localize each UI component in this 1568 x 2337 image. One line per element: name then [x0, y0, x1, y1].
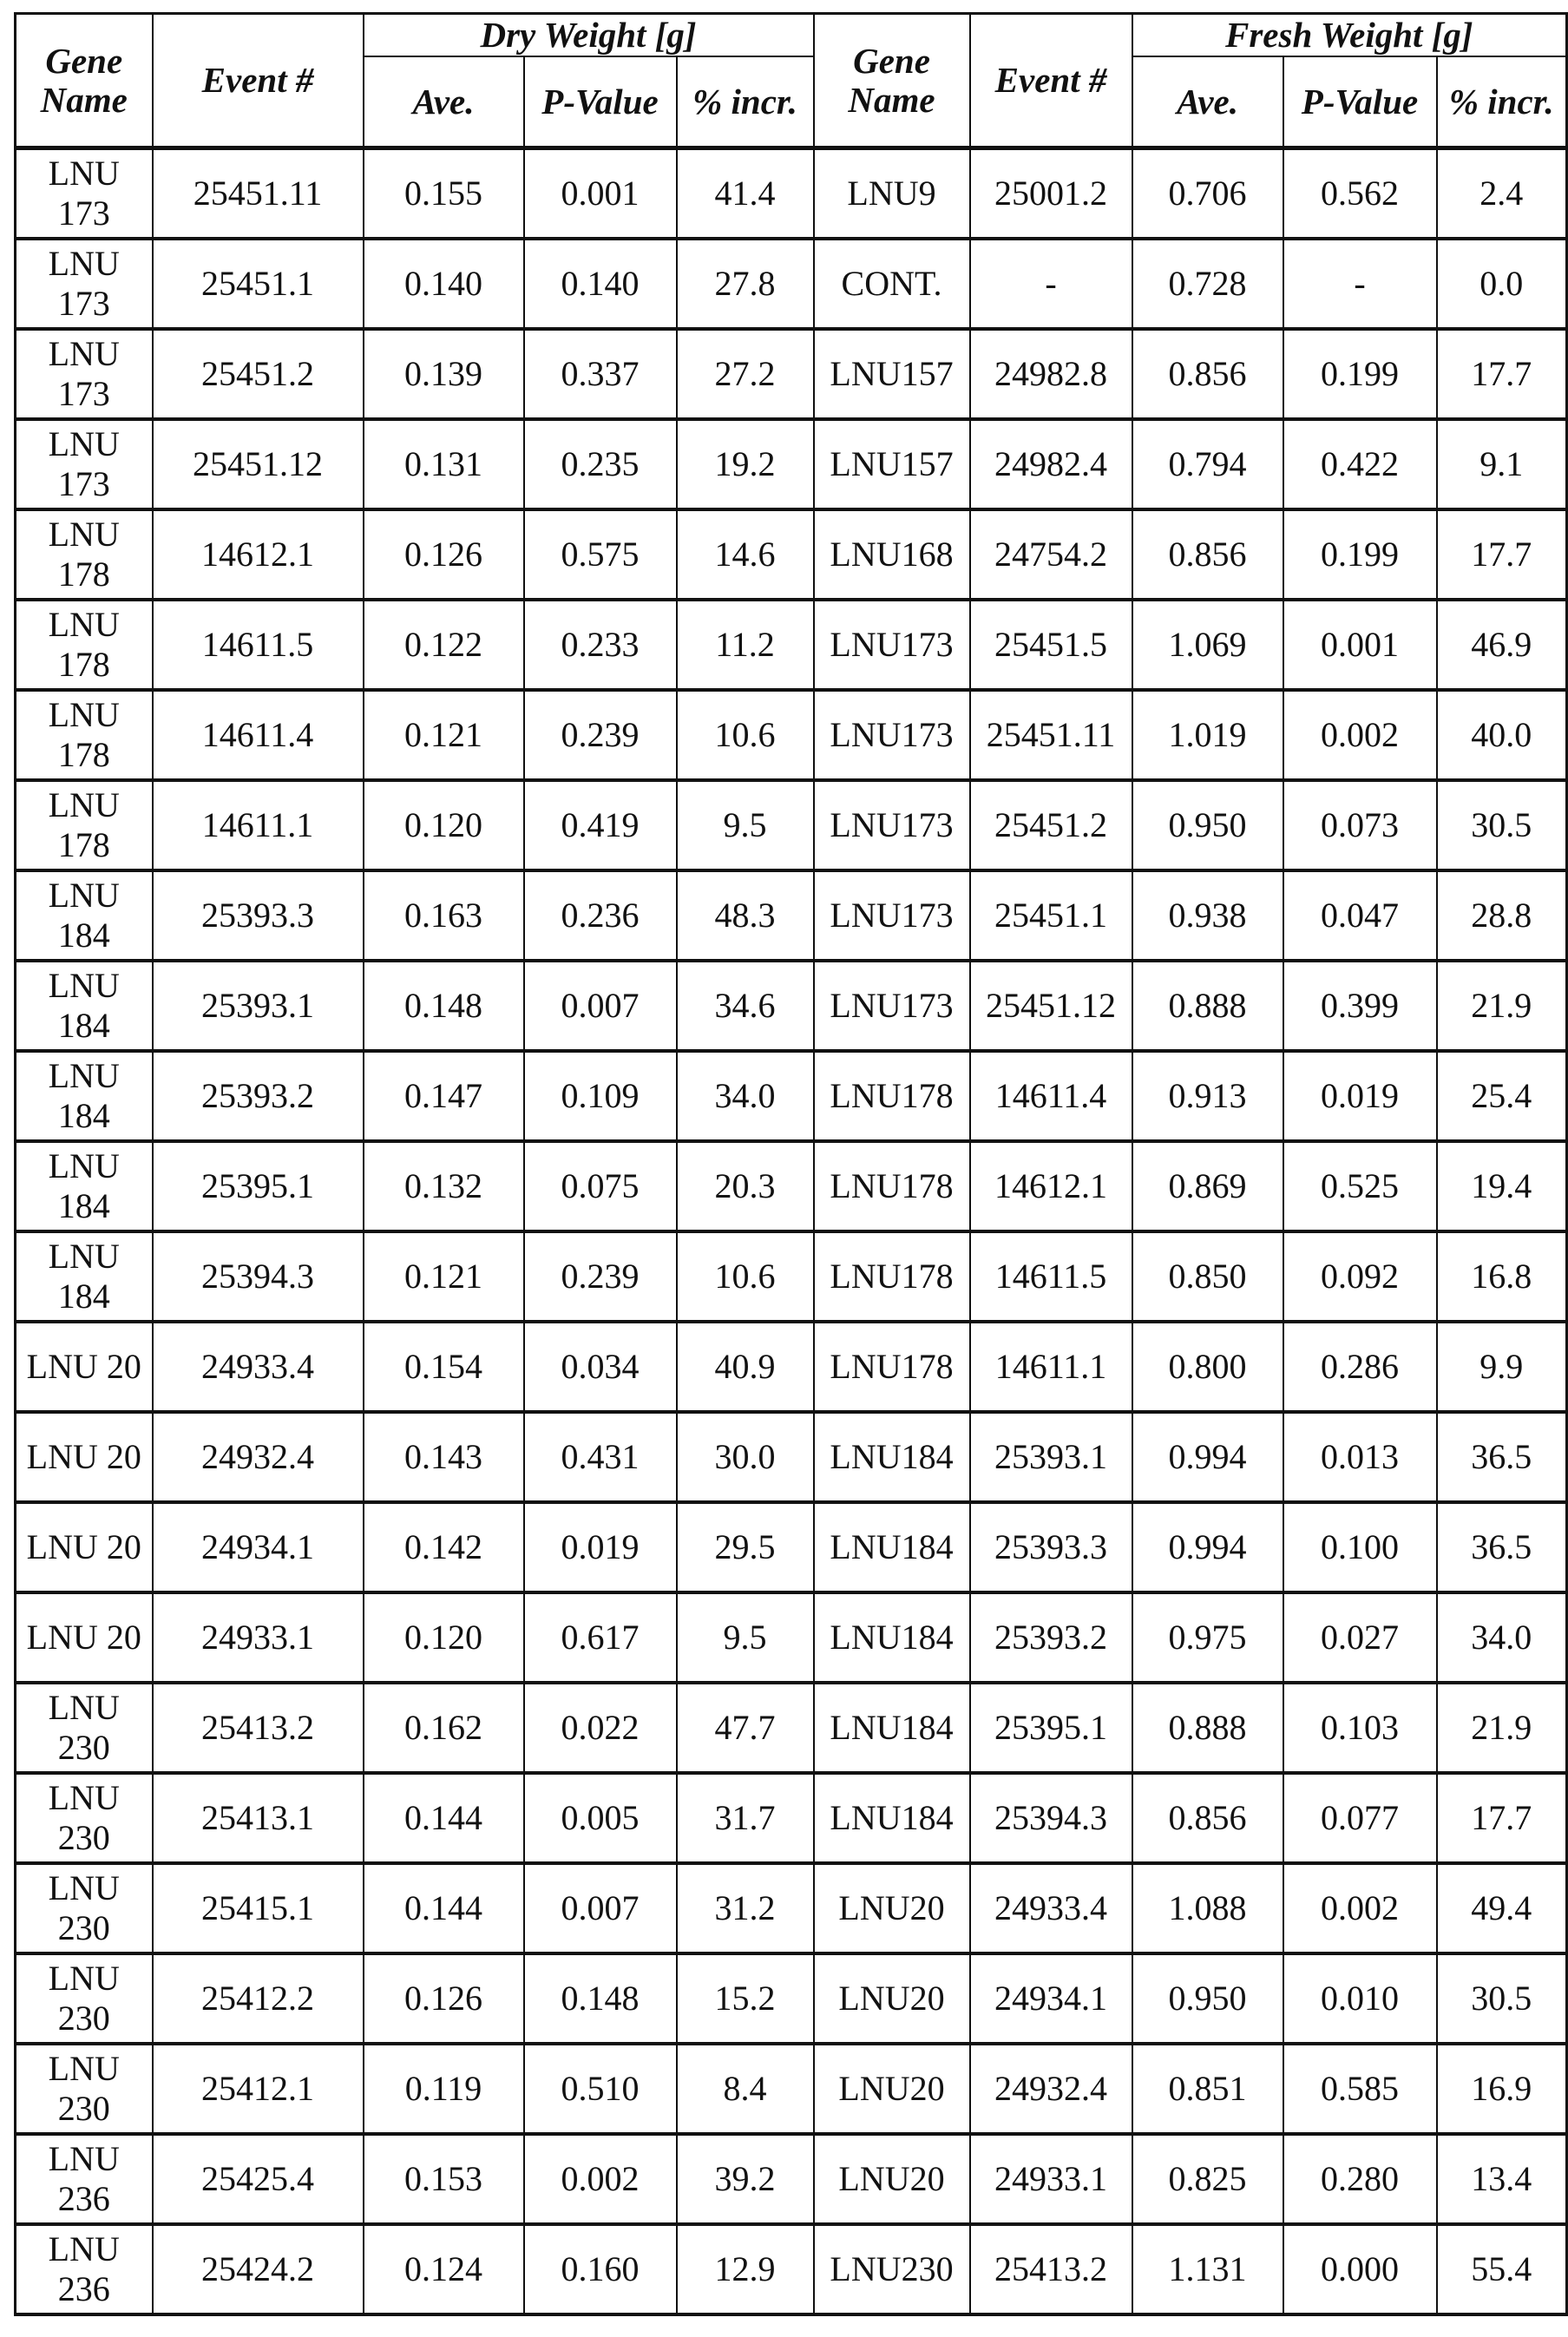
- fresh-p-value-cell: 0.092: [1283, 1231, 1437, 1322]
- header-fresh-ave: Ave.: [1132, 56, 1283, 148]
- dry-ave-cell: 0.120: [364, 1592, 524, 1683]
- header-event-right: Event #: [970, 14, 1132, 148]
- fresh-p-value-cell: 0.562: [1283, 148, 1437, 240]
- table-row: [16, 600, 1567, 690]
- fresh-event-cell: 25393.1: [970, 1412, 1132, 1502]
- fresh-pct-incr-cell: 34.0: [1437, 1592, 1567, 1683]
- fresh-gene-name-cell: LNU184: [814, 1592, 970, 1683]
- dry-event-cell: 25424.2: [153, 2224, 364, 2314]
- dry-event-cell: 14611.1: [153, 780, 364, 870]
- fresh-pct-incr-cell: 16.9: [1437, 2044, 1567, 2134]
- dry-gene-name-cell: LNU 184: [16, 1051, 153, 1141]
- dry-pct-incr-cell: 31.7: [677, 1773, 814, 1863]
- dry-event-cell: 25395.1: [153, 1141, 364, 1231]
- fresh-ave-cell: 0.856: [1132, 509, 1283, 600]
- fresh-event-cell: 14611.1: [970, 1322, 1132, 1412]
- dry-event-cell: 25393.1: [153, 961, 364, 1051]
- dry-ave-cell: 0.122: [364, 600, 524, 690]
- dry-event-cell: 14611.5: [153, 600, 364, 690]
- fresh-gene-name-cell: CONT.: [814, 239, 970, 329]
- dry-gene-name-cell: LNU 230: [16, 2044, 153, 2134]
- fresh-gene-name-cell: LNU178: [814, 1322, 970, 1412]
- dry-p-value-cell: 0.419: [524, 780, 677, 870]
- fresh-pct-incr-cell: 30.5: [1437, 780, 1567, 870]
- fresh-ave-cell: 0.856: [1132, 329, 1283, 419]
- dry-p-value-cell: 0.007: [524, 961, 677, 1051]
- dry-ave-cell: 0.126: [364, 1953, 524, 2044]
- dry-ave-cell: 0.144: [364, 1863, 524, 1953]
- dry-ave-cell: 0.119: [364, 2044, 524, 2134]
- fresh-gene-name-cell: LNU20: [814, 2134, 970, 2224]
- table-row: [16, 690, 1567, 780]
- table-row: [16, 1412, 1567, 1502]
- dry-pct-incr-cell: 27.8: [677, 239, 814, 329]
- dry-pct-incr-cell: 27.2: [677, 329, 814, 419]
- fresh-pct-incr-cell: 55.4: [1437, 2224, 1567, 2314]
- fresh-ave-cell: 0.794: [1132, 419, 1283, 509]
- fresh-ave-cell: 0.888: [1132, 1683, 1283, 1773]
- fresh-event-cell: 14611.5: [970, 1231, 1132, 1322]
- dry-gene-name-cell: LNU 184: [16, 1141, 153, 1231]
- fresh-event-cell: 14612.1: [970, 1141, 1132, 1231]
- dry-pct-incr-cell: 10.6: [677, 1231, 814, 1322]
- dry-pct-incr-cell: 8.4: [677, 2044, 814, 2134]
- dry-pct-incr-cell: 34.0: [677, 1051, 814, 1141]
- fresh-pct-incr-cell: 49.4: [1437, 1863, 1567, 1953]
- header-event: Event #: [153, 14, 364, 148]
- fresh-gene-name-cell: LNU20: [814, 2044, 970, 2134]
- fresh-p-value-cell: 0.077: [1283, 1773, 1437, 1863]
- fresh-event-cell: 25451.12: [970, 961, 1132, 1051]
- dry-p-value-cell: 0.005: [524, 1773, 677, 1863]
- dry-gene-name-cell: LNU 236: [16, 2134, 153, 2224]
- dry-ave-cell: 0.153: [364, 2134, 524, 2224]
- dry-ave-cell: 0.132: [364, 1141, 524, 1231]
- fresh-ave-cell: 1.069: [1132, 600, 1283, 690]
- fresh-p-value-cell: 0.002: [1283, 1863, 1437, 1953]
- table-row: [16, 1051, 1567, 1141]
- dry-gene-name-cell: LNU 178: [16, 509, 153, 600]
- dry-p-value-cell: 0.022: [524, 1683, 677, 1773]
- fresh-event-cell: 25393.2: [970, 1592, 1132, 1683]
- fresh-event-cell: 25393.3: [970, 1502, 1132, 1592]
- dry-event-cell: 24934.1: [153, 1502, 364, 1592]
- dry-gene-name-cell: LNU 230: [16, 1773, 153, 1863]
- dry-event-cell: 25393.3: [153, 870, 364, 961]
- dry-ave-cell: 0.120: [364, 780, 524, 870]
- dry-event-cell: 25412.2: [153, 1953, 364, 2044]
- fresh-p-value-cell: 0.000: [1283, 2224, 1437, 2314]
- dry-gene-name-cell: LNU 184: [16, 961, 153, 1051]
- dry-ave-cell: 0.140: [364, 239, 524, 329]
- dry-p-value-cell: 0.140: [524, 239, 677, 329]
- dry-event-cell: 25451.11: [153, 148, 364, 240]
- fresh-ave-cell: 0.975: [1132, 1592, 1283, 1683]
- table-row: [16, 509, 1567, 600]
- dry-p-value-cell: 0.148: [524, 1953, 677, 2044]
- dry-p-value-cell: 0.337: [524, 329, 677, 419]
- fresh-pct-incr-cell: 19.4: [1437, 1141, 1567, 1231]
- table-row: [16, 1592, 1567, 1683]
- fresh-gene-name-cell: LNU168: [814, 509, 970, 600]
- dry-gene-name-cell: LNU 236: [16, 2224, 153, 2314]
- fresh-p-value-cell: 0.073: [1283, 780, 1437, 870]
- fresh-gene-name-cell: LNU178: [814, 1141, 970, 1231]
- fresh-pct-incr-cell: 0.0: [1437, 239, 1567, 329]
- fresh-p-value-cell: 0.002: [1283, 690, 1437, 780]
- fresh-ave-cell: 0.706: [1132, 148, 1283, 240]
- dry-p-value-cell: 0.075: [524, 1141, 677, 1231]
- fresh-pct-incr-cell: 9.9: [1437, 1322, 1567, 1412]
- dry-gene-name-cell: LNU 178: [16, 600, 153, 690]
- dry-gene-name-cell: LNU 230: [16, 1953, 153, 2044]
- dry-pct-incr-cell: 41.4: [677, 148, 814, 240]
- table-row: [16, 2134, 1567, 2224]
- dry-event-cell: 25394.3: [153, 1231, 364, 1322]
- fresh-ave-cell: 0.950: [1132, 1953, 1283, 2044]
- dry-p-value-cell: 0.002: [524, 2134, 677, 2224]
- dry-p-value-cell: 0.001: [524, 148, 677, 240]
- fresh-gene-name-cell: LNU173: [814, 600, 970, 690]
- fresh-ave-cell: 0.825: [1132, 2134, 1283, 2224]
- fresh-p-value-cell: 0.585: [1283, 2044, 1437, 2134]
- dry-p-value-cell: 0.239: [524, 1231, 677, 1322]
- dry-ave-cell: 0.163: [364, 870, 524, 961]
- header-fresh-weight: Fresh Weight [g]: [1132, 14, 1567, 57]
- fresh-pct-incr-cell: 40.0: [1437, 690, 1567, 780]
- dry-event-cell: 24933.4: [153, 1322, 364, 1412]
- dry-gene-name-cell: LNU 173: [16, 329, 153, 419]
- dry-p-value-cell: 0.510: [524, 2044, 677, 2134]
- table-row: [16, 1141, 1567, 1231]
- fresh-pct-incr-cell: 21.9: [1437, 961, 1567, 1051]
- dry-gene-name-cell: LNU 184: [16, 870, 153, 961]
- table-body: [16, 148, 1567, 2315]
- fresh-gene-name-cell: LNU184: [814, 1502, 970, 1592]
- dry-pct-incr-cell: 31.2: [677, 1863, 814, 1953]
- dry-p-value-cell: 0.575: [524, 509, 677, 600]
- fresh-pct-incr-cell: 9.1: [1437, 419, 1567, 509]
- fresh-p-value-cell: 0.199: [1283, 329, 1437, 419]
- dry-pct-incr-cell: 29.5: [677, 1502, 814, 1592]
- dry-event-cell: 25412.1: [153, 2044, 364, 2134]
- dry-ave-cell: 0.121: [364, 690, 524, 780]
- fresh-p-value-cell: 0.019: [1283, 1051, 1437, 1141]
- dry-gene-name-cell: LNU 230: [16, 1683, 153, 1773]
- fresh-gene-name-cell: LNU184: [814, 1412, 970, 1502]
- fresh-p-value-cell: 0.001: [1283, 600, 1437, 690]
- dry-pct-incr-cell: 14.6: [677, 509, 814, 600]
- fresh-gene-name-cell: LNU20: [814, 1953, 970, 2044]
- table-row: [16, 239, 1567, 329]
- dry-gene-name-cell: LNU 173: [16, 148, 153, 240]
- fresh-p-value-cell: 0.286: [1283, 1322, 1437, 1412]
- dry-pct-incr-cell: 48.3: [677, 870, 814, 961]
- fresh-ave-cell: 0.856: [1132, 1773, 1283, 1863]
- dry-ave-cell: 0.148: [364, 961, 524, 1051]
- fresh-event-cell: 24754.2: [970, 509, 1132, 600]
- table-row: [16, 1231, 1567, 1322]
- dry-event-cell: 25393.2: [153, 1051, 364, 1141]
- fresh-ave-cell: 0.728: [1132, 239, 1283, 329]
- header-dry-weight: Dry Weight [g]: [364, 14, 814, 57]
- fresh-ave-cell: 0.950: [1132, 780, 1283, 870]
- fresh-event-cell: 25451.11: [970, 690, 1132, 780]
- dry-ave-cell: 0.121: [364, 1231, 524, 1322]
- dry-ave-cell: 0.126: [364, 509, 524, 600]
- fresh-p-value-cell: 0.399: [1283, 961, 1437, 1051]
- fresh-ave-cell: 0.938: [1132, 870, 1283, 961]
- fresh-pct-incr-cell: 2.4: [1437, 148, 1567, 240]
- fresh-event-cell: 25451.1: [970, 870, 1132, 961]
- fresh-event-cell: 14611.4: [970, 1051, 1132, 1141]
- fresh-gene-name-cell: LNU178: [814, 1231, 970, 1322]
- fresh-pct-incr-cell: 25.4: [1437, 1051, 1567, 1141]
- fresh-gene-name-cell: LNU173: [814, 961, 970, 1051]
- dry-gene-name-cell: LNU 20: [16, 1322, 153, 1412]
- fresh-gene-name-cell: LNU20: [814, 1863, 970, 1953]
- fresh-event-cell: 24982.8: [970, 329, 1132, 419]
- dry-event-cell: 25415.1: [153, 1863, 364, 1953]
- dry-p-value-cell: 0.160: [524, 2224, 677, 2314]
- table-row: [16, 1502, 1567, 1592]
- dry-pct-incr-cell: 40.9: [677, 1322, 814, 1412]
- dry-gene-name-cell: LNU 20: [16, 1592, 153, 1683]
- dry-ave-cell: 0.142: [364, 1502, 524, 1592]
- fresh-event-cell: 24982.4: [970, 419, 1132, 509]
- fresh-pct-incr-cell: 46.9: [1437, 600, 1567, 690]
- dry-ave-cell: 0.144: [364, 1773, 524, 1863]
- dry-event-cell: 25451.2: [153, 329, 364, 419]
- fresh-pct-incr-cell: 28.8: [1437, 870, 1567, 961]
- dry-ave-cell: 0.139: [364, 329, 524, 419]
- table-row: [16, 2044, 1567, 2134]
- fresh-ave-cell: 0.851: [1132, 2044, 1283, 2134]
- weight-data-table: [14, 12, 1568, 2316]
- table-row: [16, 329, 1567, 419]
- dry-pct-incr-cell: 11.2: [677, 600, 814, 690]
- dry-p-value-cell: 0.236: [524, 870, 677, 961]
- table-row: [16, 1683, 1567, 1773]
- dry-ave-cell: 0.154: [364, 1322, 524, 1412]
- fresh-p-value-cell: 0.013: [1283, 1412, 1437, 1502]
- fresh-ave-cell: 0.994: [1132, 1412, 1283, 1502]
- fresh-p-value-cell: 0.280: [1283, 2134, 1437, 2224]
- fresh-ave-cell: 0.850: [1132, 1231, 1283, 1322]
- fresh-pct-incr-cell: 17.7: [1437, 1773, 1567, 1863]
- dry-p-value-cell: 0.034: [524, 1322, 677, 1412]
- fresh-p-value-cell: 0.525: [1283, 1141, 1437, 1231]
- dry-gene-name-cell: LNU 20: [16, 1412, 153, 1502]
- table-row: [16, 148, 1567, 240]
- fresh-gene-name-cell: LNU184: [814, 1773, 970, 1863]
- fresh-ave-cell: 0.888: [1132, 961, 1283, 1051]
- fresh-event-cell: 25413.2: [970, 2224, 1132, 2314]
- dry-ave-cell: 0.147: [364, 1051, 524, 1141]
- fresh-p-value-cell: 0.100: [1283, 1502, 1437, 1592]
- fresh-gene-name-cell: LNU157: [814, 329, 970, 419]
- dry-pct-incr-cell: 15.2: [677, 1953, 814, 2044]
- dry-pct-incr-cell: 9.5: [677, 1592, 814, 1683]
- fresh-gene-name-cell: LNU178: [814, 1051, 970, 1141]
- dry-event-cell: 14611.4: [153, 690, 364, 780]
- dry-ave-cell: 0.155: [364, 148, 524, 240]
- fresh-ave-cell: 0.994: [1132, 1502, 1283, 1592]
- fresh-pct-incr-cell: 13.4: [1437, 2134, 1567, 2224]
- header-gene-name-right: Gene Name: [814, 14, 970, 148]
- dry-event-cell: 25451.12: [153, 419, 364, 509]
- fresh-event-cell: 25451.5: [970, 600, 1132, 690]
- fresh-p-value-cell: 0.103: [1283, 1683, 1437, 1773]
- table-row: [16, 1863, 1567, 1953]
- fresh-event-cell: 25001.2: [970, 148, 1132, 240]
- fresh-p-value-cell: 0.010: [1283, 1953, 1437, 2044]
- dry-gene-name-cell: LNU 178: [16, 690, 153, 780]
- fresh-event-cell: 25395.1: [970, 1683, 1132, 1773]
- fresh-gene-name-cell: LNU173: [814, 780, 970, 870]
- dry-p-value-cell: 0.109: [524, 1051, 677, 1141]
- fresh-pct-incr-cell: 17.7: [1437, 509, 1567, 600]
- dry-gene-name-cell: LNU 178: [16, 780, 153, 870]
- fresh-gene-name-cell: LNU173: [814, 690, 970, 780]
- fresh-p-value-cell: 0.422: [1283, 419, 1437, 509]
- fresh-gene-name-cell: LNU230: [814, 2224, 970, 2314]
- table-row: [16, 1322, 1567, 1412]
- dry-gene-name-cell: LNU 20: [16, 1502, 153, 1592]
- dry-ave-cell: 0.124: [364, 2224, 524, 2314]
- dry-p-value-cell: 0.239: [524, 690, 677, 780]
- header-dry-p-value: P-Value: [524, 56, 677, 148]
- fresh-gene-name-cell: LNU9: [814, 148, 970, 240]
- table-row: [16, 780, 1567, 870]
- dry-ave-cell: 0.131: [364, 419, 524, 509]
- dry-gene-name-cell: LNU 173: [16, 239, 153, 329]
- fresh-ave-cell: 1.131: [1132, 2224, 1283, 2314]
- fresh-p-value-cell: 0.027: [1283, 1592, 1437, 1683]
- fresh-event-cell: 25451.2: [970, 780, 1132, 870]
- dry-p-value-cell: 0.019: [524, 1502, 677, 1592]
- dry-event-cell: 14612.1: [153, 509, 364, 600]
- dry-pct-incr-cell: 10.6: [677, 690, 814, 780]
- dry-pct-incr-cell: 30.0: [677, 1412, 814, 1502]
- dry-pct-incr-cell: 47.7: [677, 1683, 814, 1773]
- dry-gene-name-cell: LNU 184: [16, 1231, 153, 1322]
- fresh-gene-name-cell: LNU173: [814, 870, 970, 961]
- fresh-event-cell: -: [970, 239, 1132, 329]
- table-row: [16, 870, 1567, 961]
- dry-ave-cell: 0.143: [364, 1412, 524, 1502]
- dry-pct-incr-cell: 39.2: [677, 2134, 814, 2224]
- fresh-event-cell: 24932.4: [970, 2044, 1132, 2134]
- dry-p-value-cell: 0.233: [524, 600, 677, 690]
- fresh-pct-incr-cell: 30.5: [1437, 1953, 1567, 2044]
- fresh-p-value-cell: -: [1283, 239, 1437, 329]
- dry-event-cell: 24932.4: [153, 1412, 364, 1502]
- table-row: [16, 1773, 1567, 1863]
- dry-gene-name-cell: LNU 173: [16, 419, 153, 509]
- fresh-gene-name-cell: LNU157: [814, 419, 970, 509]
- dry-p-value-cell: 0.007: [524, 1863, 677, 1953]
- dry-pct-incr-cell: 20.3: [677, 1141, 814, 1231]
- fresh-event-cell: 24934.1: [970, 1953, 1132, 2044]
- fresh-ave-cell: 0.869: [1132, 1141, 1283, 1231]
- fresh-pct-incr-cell: 36.5: [1437, 1502, 1567, 1592]
- fresh-p-value-cell: 0.047: [1283, 870, 1437, 961]
- dry-event-cell: 25413.2: [153, 1683, 364, 1773]
- table-row: [16, 961, 1567, 1051]
- dry-p-value-cell: 0.235: [524, 419, 677, 509]
- fresh-event-cell: 24933.1: [970, 2134, 1132, 2224]
- header-dry-pct-incr: % incr.: [677, 56, 814, 148]
- dry-event-cell: 25451.1: [153, 239, 364, 329]
- dry-pct-incr-cell: 12.9: [677, 2224, 814, 2314]
- dry-event-cell: 25425.4: [153, 2134, 364, 2224]
- table-row: [16, 419, 1567, 509]
- header-fresh-p-value: P-Value: [1283, 56, 1437, 148]
- header-row-group: [16, 14, 1567, 57]
- table-row: [16, 1953, 1567, 2044]
- fresh-pct-incr-cell: 17.7: [1437, 329, 1567, 419]
- fresh-ave-cell: 0.913: [1132, 1051, 1283, 1141]
- dry-pct-incr-cell: 19.2: [677, 419, 814, 509]
- fresh-pct-incr-cell: 16.8: [1437, 1231, 1567, 1322]
- header-gene-name: Gene Name: [16, 14, 153, 148]
- fresh-ave-cell: 0.800: [1132, 1322, 1283, 1412]
- header-dry-ave: Ave.: [364, 56, 524, 148]
- fresh-p-value-cell: 0.199: [1283, 509, 1437, 600]
- fresh-pct-incr-cell: 36.5: [1437, 1412, 1567, 1502]
- dry-event-cell: 24933.1: [153, 1592, 364, 1683]
- fresh-ave-cell: 1.019: [1132, 690, 1283, 780]
- table-row: [16, 2224, 1567, 2314]
- dry-gene-name-cell: LNU 230: [16, 1863, 153, 1953]
- dry-p-value-cell: 0.617: [524, 1592, 677, 1683]
- fresh-gene-name-cell: LNU184: [814, 1683, 970, 1773]
- dry-pct-incr-cell: 9.5: [677, 780, 814, 870]
- fresh-event-cell: 25394.3: [970, 1773, 1132, 1863]
- dry-ave-cell: 0.162: [364, 1683, 524, 1773]
- dry-event-cell: 25413.1: [153, 1773, 364, 1863]
- header-fresh-pct-incr: % incr.: [1437, 56, 1567, 148]
- fresh-pct-incr-cell: 21.9: [1437, 1683, 1567, 1773]
- dry-pct-incr-cell: 34.6: [677, 961, 814, 1051]
- fresh-ave-cell: 1.088: [1132, 1863, 1283, 1953]
- dry-p-value-cell: 0.431: [524, 1412, 677, 1502]
- fresh-event-cell: 24933.4: [970, 1863, 1132, 1953]
